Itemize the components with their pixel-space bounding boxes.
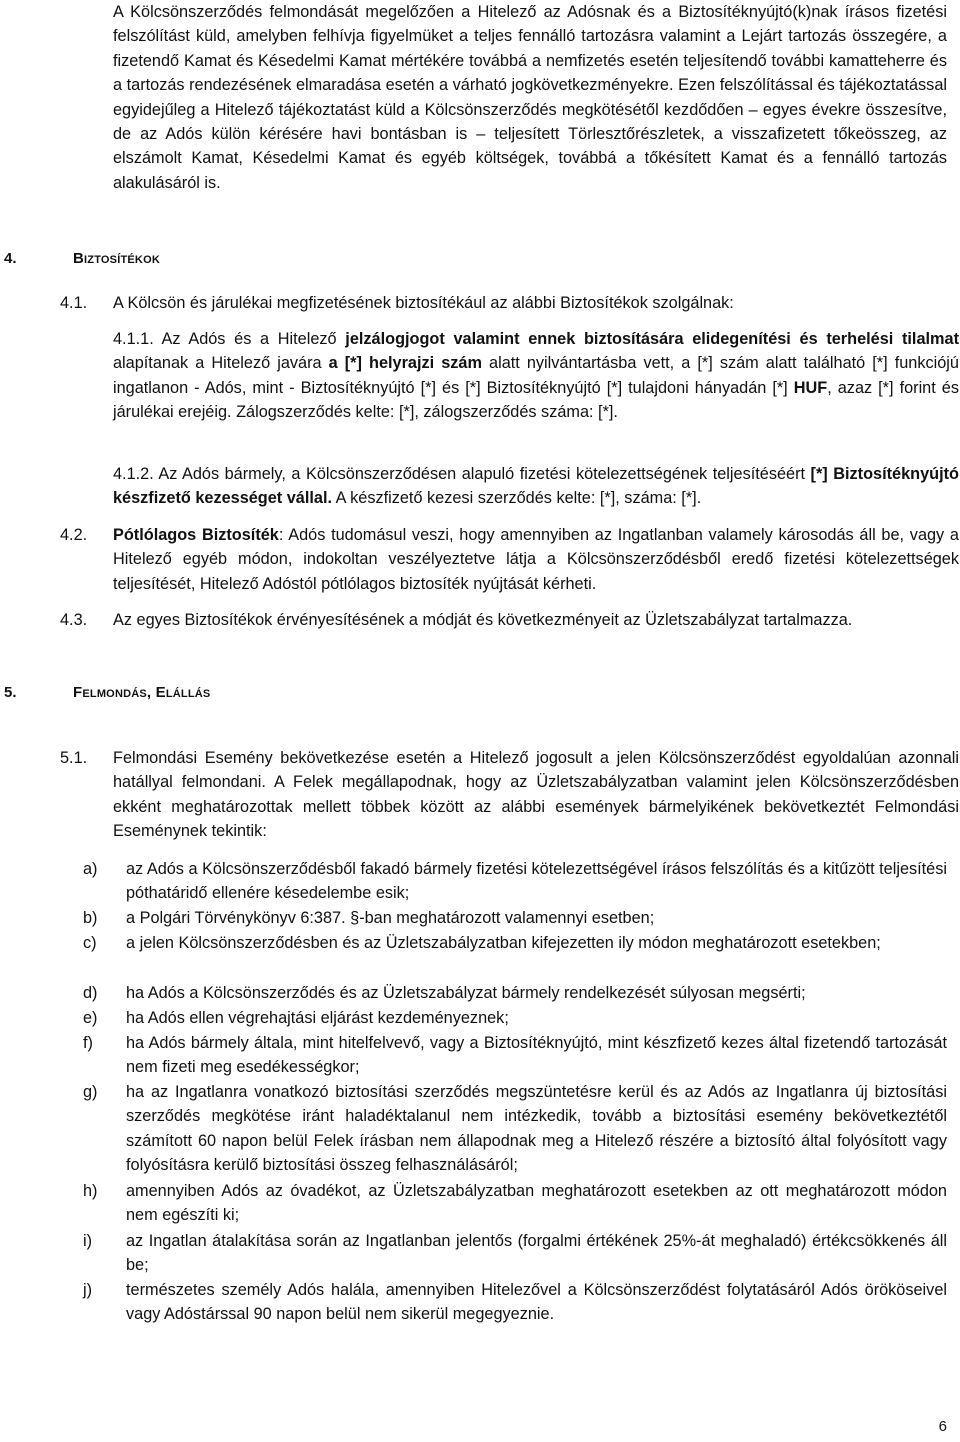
list-item-letter: b): [83, 909, 98, 927]
clause-4-1-1-text-c: alapítanak a Hitelező javára: [113, 354, 329, 373]
list-item-text: természetes személy Adós halála, amennyiben Hitelezővel a Kölcsönszerződést folytatásáról Adós örököseivel vagy Adóstárssal 90 napon belül nem sikerül megegyeznie.: [126, 1281, 947, 1324]
clause-4-3-number: 4.3.: [60, 611, 88, 629]
section-4-number: 4.: [4, 250, 17, 267]
clause-4-1-1-text-a: Az Adós és a Hitelező: [153, 330, 346, 348]
clause-4-2-number: 4.2.: [60, 526, 88, 544]
clause-4-1-2-bold-b: [*] Biztosítéknyújtó készfizető kezességet vállal.: [113, 465, 959, 508]
clause-4-1-1-number: 4.1.1.: [113, 330, 154, 348]
clause-4-1-1-bold-d: a [*] helyrajzi szám: [328, 354, 482, 373]
clause-4-2-bold: Pótlólagos Biztosíték: [113, 526, 279, 544]
section-5-title: Felmondás, Elállás: [73, 684, 211, 701]
list-item-text: az Adós a Kölcsönszerződésből fakadó bármely fizetési kötelezettségével írásos felszólítás és a kitűzött teljesítési póthatáridő ellenére késedelembe esik;: [126, 860, 947, 903]
clause-4-1-2-text-c: A készfizető kezesi szerződés kelte: [*], száma: [*].: [332, 489, 702, 508]
intro-text-part2: Ezen felszólítással és tájékoztatással egyidejűleg a Hitelező tájékoztatást küld a Kölcsönszerződés megkötésétől kezdődően – egyes évekre összesítve, de az Adós külön kérésére havi bontásban is – teljesített Törlesztőrészletek, a visszafizetett tőkeösszeg, az elszámolt Kamat, Késedelmi Kamat és egyéb költségek, továbbá a tőkésített Kamat és a fennálló tartozás alakulásáról is.: [113, 76, 947, 192]
list-item-letter: i): [83, 1232, 93, 1250]
list-item-text: ha Adós bármely általa, mint hitelfelvevő, vagy a Biztosítéknyújtó, mint készfizető kezes által fizetendő tartozását nem fizeti meg esedékességkor;: [126, 1034, 947, 1077]
list-item-letter: c): [83, 934, 97, 952]
intro-text-part1: A Kölcsönszerződés felmondását megelőzően a Hitelező az Adósnak és a Biztosítéknyújtó(k)nak írásos fizetési felszólítást küld, amelyben felhívja figyelmüket a teljes fennálló tartozásra valamint a Lejárt tartozás összegére, a fizetendő Kamat és Késedelmi Kamat mértékére továbbá a nemfizetés esetén teljesítendő további kamatteherre és a tartozás rendezésének elmaradása esetén a várható jogkövetkezményekre.: [113, 3, 947, 95]
clause-4-1-2-text-a: Az Adós bármely, a Kölcsönszerződésen alapuló fizetési kötelezettségének teljesítéséért: [153, 465, 811, 483]
clause-4-3-text: Az egyes Biztosítékok érvényesítésének a módját és következményeit az Üzletszabályzat tartalmazza.: [113, 611, 853, 629]
list-item-text: amennyiben Adós az óvadékot, az Üzletszabályzatban meghatározott esetekben az ott meghatározott módon nem egészíti ki;: [126, 1182, 947, 1225]
list-item-letter: h): [83, 1182, 98, 1200]
list-item-letter: d): [83, 984, 98, 1002]
clause-4-1-number: 4.1.: [60, 294, 88, 312]
list-item-text: a Polgári Törvénykönyv 6:387. §-ban meghatározott valamennyi esetben;: [126, 909, 655, 927]
list-item-letter: a): [83, 860, 98, 878]
clause-4-1-1-bold-f: HUF: [793, 378, 828, 397]
clause-4-1-2-number: 4.1.2.: [113, 465, 154, 483]
clause-5-1-text: Felmondási Esemény bekövetkezése esetén a Hitelező jogosult a jelen Kölcsönszerződést egyoldalúan azonnali hatállyal felmondani. A Felek megállapodnak, hogy az Üzletszabályzatban valamint jelen Kölcsönszerződésben ekként meghatározottak mellett többek között az alábbi események bármelyikének bekövetkeztét Felmondási Eseménynek tekintik:: [113, 749, 959, 841]
list-item-text: ha Adós ellen végrehajtási eljárást kezdeményeznek;: [126, 1009, 509, 1027]
list-item-letter: g): [83, 1083, 98, 1101]
clause-4-1-1: [113, 327, 959, 425]
clause-4-1-1-text-g: , azaz [*] forint és járulékai erejéig. Zálogszerződés kelte: [*], zálogszerződés száma: [*].: [113, 378, 959, 422]
clause-4-1-1-bold-b: jelzálogjogot valamint ennek biztosítására elidegenítési és terhelési tilalmat: [345, 330, 959, 348]
list-item-text: ha az Ingatlanra vonatkozó biztosítási szerződés megszüntetésre kerül és az Adós az Ingatlanra új biztosítási szerződés megkötése iránt haladéktalanul nem intézkedik, tovább a biztosítási esemény bekövetkeztétől számított 60 napon belül Felek írásban nem állapodnak meg a Hitelező részére a biztosító által folyósított vagy folyósításra kerülő biztosítási összeg felhasználásáról;: [126, 1083, 947, 1175]
clause-4-1-2: [113, 462, 959, 511]
list-item-letter: f): [83, 1034, 93, 1052]
clause-4-2-body: : Adós tudomásul veszi, hogy amennyiben az Ingatlanban valamely károsodás áll be, vagy a Hitelező egyéb módon, indokoltan veszélyeztetve látja a Kölcsönszerződésből eredő fizetési kötelezettségek teljesítését, Hitelező Adóstól pótlólagos biztosíték nyújtását kérheti.: [113, 526, 959, 593]
clause-5-1-number: 5.1.: [60, 749, 88, 767]
page-number: 6: [938, 1418, 947, 1435]
list-item-text: a jelen Kölcsönszerződésben és az Üzletszabályzatban kifejezetten ily módon meghatározott esetekben;: [126, 934, 881, 952]
clause-4-2-text: [113, 523, 959, 596]
list-item-text: ha Adós a Kölcsönszerződés és az Üzletszabályzat bármely rendelkezését súlyosan megsérti;: [126, 984, 806, 1002]
intro-paragraph: [113, 0, 947, 195]
list-item-letter: j): [83, 1281, 93, 1299]
list-item-text: az Ingatlan átalakítása során az Ingatlanban jelentős (forgalmi értékének 25%-át meghaladó) értékcsökkenés áll be;: [126, 1232, 947, 1275]
clause-4-1-text: A Kölcsön és járulékai megfizetésének biztosítékául az alábbi Biztosítékok szolgálnak:: [113, 294, 734, 312]
section-5-number: 5.: [4, 684, 17, 701]
list-item-letter: e): [83, 1009, 98, 1027]
clause-4-1-1-text-e: alatt nyilvántartásba vett, a [*] szám alatt található [*] funkciójú ingatlanon - Adós, mint - Biztosítéknyújtó [*] és [*] Biztosítéknyújtó [*] tulajdoni hányadán [*]: [113, 354, 959, 397]
section-4-title: Biztosítékok: [73, 250, 160, 267]
